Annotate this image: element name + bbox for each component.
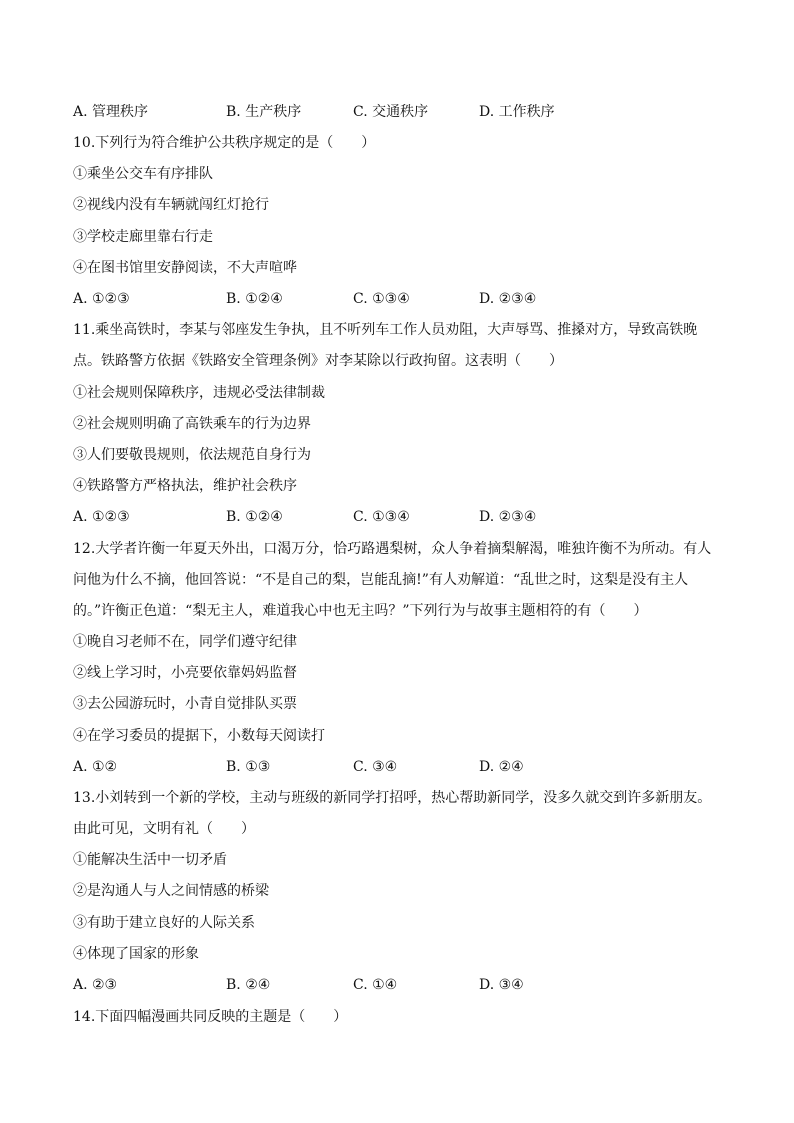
q10-option-d: D. ②③④	[479, 291, 537, 307]
q10-option-c: C. ①③④	[353, 291, 410, 307]
q9-options	[73, 103, 733, 121]
q12-item-4: ④在学习委员的提据下，小数每天阅读打	[73, 728, 325, 744]
q9-option-c: C. 交通秩序	[353, 104, 429, 120]
q11-item-1: ①社会规则保障秩序，违规必受法律制裁	[73, 385, 325, 401]
q9-option-d: D. 工作秩序	[479, 104, 555, 120]
q11-option-c: C. ①③④	[353, 509, 410, 525]
q11-option-a: A. ①②③	[73, 509, 130, 525]
q13-item-4: ④体现了国家的形象	[73, 946, 199, 962]
q13-option-d: D. ③④	[479, 977, 524, 993]
q10-item-4: ④在图书馆里安静阅读，不大声喧哗	[73, 260, 297, 276]
q10-item-2: ②视线内没有车辆就闯红灯抢行	[73, 197, 269, 213]
q9-option-b: B. 生产秩序	[226, 104, 302, 120]
q10-item-1: ①乘坐公交车有序排队	[73, 166, 213, 182]
q11-stem-line-1: 11.乘坐高铁时，李某与邻座发生争执，且不听列车工作人员劝阻，大声辱骂、推搡对方，导致高铁晚	[73, 322, 698, 338]
q11-item-2: ②社会规则明确了高铁乘车的行为边界	[73, 416, 311, 432]
q10-stem: 10.下列行为符合维护公共秩序规定的是（ ）	[73, 135, 376, 151]
q12-option-d: D. ②④	[479, 759, 524, 775]
q14-stem: 14.下面四幅漫画共同反映的主题是（ ）	[73, 1009, 348, 1025]
q10-option-a: A. ①②③	[73, 291, 130, 307]
q13-stem-line-2: 由此可见，文明有礼（ ）	[73, 821, 255, 837]
q10-options	[73, 290, 733, 308]
q11-option-b: B. ①②④	[226, 509, 283, 525]
q11-item-4: ④铁路警方严格执法，维护社会秩序	[73, 478, 297, 494]
q13-item-2: ②是沟通人与人之间情感的桥梁	[73, 883, 269, 899]
q12-option-a: A. ①②	[73, 759, 118, 775]
q13-stem-line-1: 13.小刘转到一个新的学校，主动与班级的新同学打招呼，热心帮助新同学，没多久就交到许多新朋友。	[73, 790, 712, 806]
q12-item-3: ③去公园游玩时，小青自觉排队买票	[73, 696, 297, 712]
q9-option-a: A. 管理秩序	[73, 104, 149, 120]
q13-option-c: C. ①④	[353, 977, 398, 993]
q11-option-d: D. ②③④	[479, 509, 537, 525]
q12-stem-line-3: 的。”许衡正色道：“梨无主人，难道我心中也无主吗？”下列行为与故事主题相符的有（ ）	[73, 603, 648, 619]
q12-stem-line-2: 问他为什么不摘，他回答说：“不是自己的梨，岂能乱摘!”有人劝解道：“乱世之时，这梨是没有主人	[73, 572, 689, 588]
q13-item-1: ①能解决生活中一切矛盾	[73, 852, 227, 868]
q13-option-b: B. ②④	[226, 977, 271, 993]
q12-item-2: ②线上学习时，小亮要依靠妈妈监督	[73, 665, 297, 681]
q11-stem-line-2: 点。铁路警方依据《铁路安全管理条例》对李某除以行政拘留。这表明（ ）	[73, 353, 563, 369]
q10-option-b: B. ①②④	[226, 291, 283, 307]
q12-item-1: ①晚自习老师不在，同学们遵守纪律	[73, 634, 297, 650]
q12-option-c: C. ③④	[353, 759, 398, 775]
q13-option-a: A. ②③	[73, 977, 118, 993]
q12-option-b: B. ①③	[226, 759, 271, 775]
q11-options	[73, 508, 733, 526]
q13-item-3: ③有助于建立良好的人际关系	[73, 915, 255, 931]
q12-stem-line-1: 12.大学者许衡一年夏天外出，口渴万分，恰巧路遇梨树，众人争着摘梨解渴，唯独许衡不为所动。有人	[73, 541, 712, 557]
q12-options	[73, 758, 733, 776]
q13-options	[73, 976, 733, 994]
q11-item-3: ③人们要敬畏规则，依法规范自身行为	[73, 447, 311, 463]
q10-item-3: ③学校走廊里靠右行走	[73, 229, 213, 245]
